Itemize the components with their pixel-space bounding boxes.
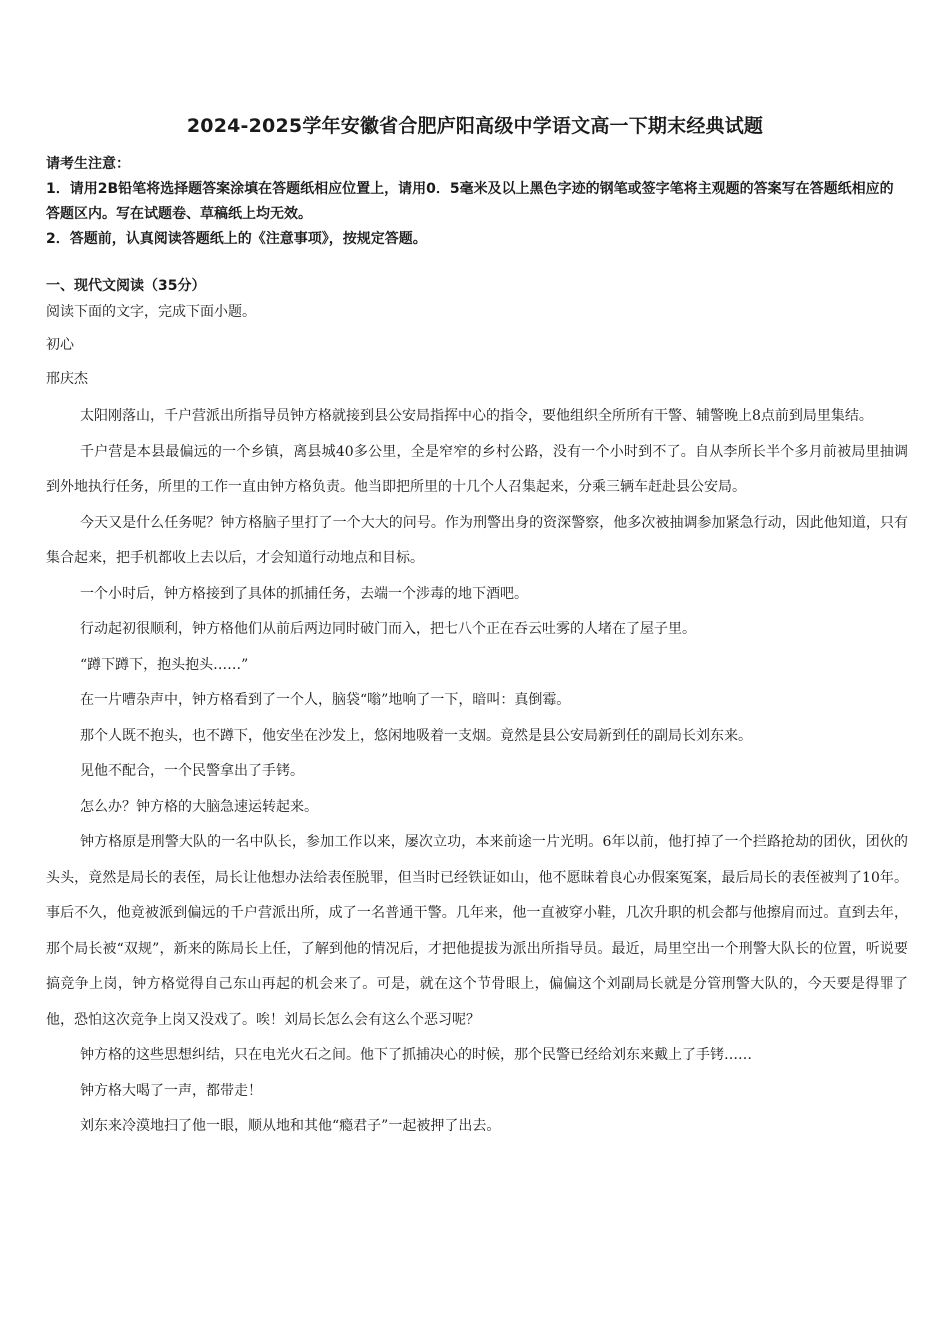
- paragraph: 在一片嘈杂声中，钟方格看到了一个人，脑袋“嗡”地响了一下，暗叫：真倒霉。: [80, 692, 571, 708]
- paragraph: “蹲下蹲下，抱头抱头……”: [80, 656, 249, 673]
- paragraph: 今天又是什么任务呢？钟方格脑子里打了一个大大的问号。作为刑警出身的资深警察，他多次被抽调参加紧急行动，因此他知道，只有集合起来，把手机都收上去以后，才会知道行动地点和目标。: [46, 514, 908, 566]
- paragraph: 钟方格的这些思想纠结，只在电光火石之间。他下了抓捕决心的时候，那个民警已经给刘东来戴上了手铐……: [80, 1047, 752, 1063]
- paragraph: 一个小时后，钟方格接到了具体的抓捕任务，去端一个涉毒的地下酒吧。: [80, 585, 528, 602]
- document-title: 2024-2025学年安徽省合肥庐阳高级中学语文高一下期末经典试题: [186, 115, 764, 137]
- story-author: 邢庆杰: [46, 371, 88, 387]
- story-title: 初心: [46, 337, 74, 353]
- notice-item-1: 1．请用2B铅笔将选择题答案涂填在答题纸相应位置上，请用0．5毫米及以上黑色字迹的钢笔或签字笔将主观题的答案写在答题纸相应的答题区内。写在试题卷、草稿纸上均无效。: [46, 181, 894, 222]
- reading-instruction: 阅读下面的文字，完成下面小题。: [46, 304, 256, 320]
- paragraph: 千户营是本县最偏远的一个乡镇，离县城40多公里，全是窄窄的乡村公路，没有一个小时到不了。自从李所长半个多月前被局里抽调到外地执行任务，所里的工作一直由钟方格负责。他当即把所里的十几个人召集起来，分乘三辆车赶赴县公安局。: [46, 443, 908, 495]
- paragraph: 那个人既不抱头，也不蹲下，他安坐在沙发上，悠闲地吸着一支烟。竟然是县公安局新到任的副局长刘东来。: [80, 727, 752, 744]
- paragraph: 刘东来冷漠地扫了他一眼，顺从地和其他“瘾君子”一起被押了出去。: [80, 1118, 501, 1134]
- notice-item-2: 2．答题前，认真阅读答题纸上的《注意事项》，按规定答题。: [46, 231, 427, 247]
- paragraph: 见他不配合，一个民警拿出了手铐。: [80, 763, 304, 779]
- paragraph: 怎么办？钟方格的大脑急速运转起来。: [80, 798, 318, 815]
- paragraph: 太阳刚落山，千户营派出所指导员钟方格就接到县公安局指挥中心的指令，要他组织全所所有干警、辅警晚上8点前到局里集结。: [80, 408, 873, 424]
- notice-heading: 请考生注意：: [46, 156, 130, 172]
- paragraph: 行动起初很顺利，钟方格他们从前后两边同时破门而入，把七八个正在吞云吐雾的人堵在了屋子里。: [80, 621, 696, 637]
- section-heading: 一、现代文阅读（35分）: [46, 278, 206, 294]
- paragraph: 钟方格原是刑警大队的一名中队长，参加工作以来，屡次立功，本来前途一片光明。6年以前，他打掉了一个拦路抢劫的团伙，团伙的头头，竟然是局长的表侄，局长让他想办法给表侄脱罪，但当时已经铁证如山，他不愿昧着良心办假案冤案，最后局长的表侄被判了10年。事后不久，他竟被派到偏远的千户营派出所，成了一名普通干警。几年来，他一直被穿小鞋，几次升职的机会都与他擦肩而过。直到去年，那个局长被“双规”，新来的陈局长上任，了解到他的情况后，才把他提拔为派出所指导员。最近，局里空出一个刑警大队长的位置，听说要搞竞争上岗，钟方格觉得自己东山再起的机会来了。可是，就在这个节骨眼上，偏偏这个刘副局长就是分管刑警大队的，今天要是得罪了他，恐怕这次竞争上岗又没戏了。唉！刘局长怎么会有这么个恶习呢？: [46, 834, 908, 1028]
- paragraph: 钟方格大喝了一声，都带走！: [80, 1082, 262, 1099]
- story-body: [46, 399, 908, 1145]
- exam-notice: [46, 152, 906, 252]
